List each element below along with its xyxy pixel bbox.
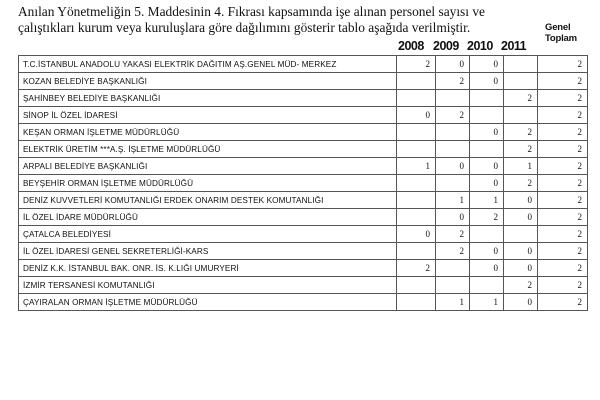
value-2011 [504, 73, 538, 90]
value-total: 2 [538, 192, 588, 209]
value-2011 [504, 56, 538, 73]
value-total: 2 [538, 260, 588, 277]
table-row [19, 90, 588, 107]
value-2010: 0 [470, 73, 504, 90]
value-2011: 2 [504, 277, 538, 294]
value-2008 [397, 175, 436, 192]
value-2009: 1 [436, 294, 470, 311]
value-2009: 0 [436, 209, 470, 226]
table-row [19, 294, 588, 311]
value-2009 [436, 90, 470, 107]
value-total: 2 [538, 158, 588, 175]
table-row [19, 226, 588, 243]
value-2010 [470, 226, 504, 243]
value-2010 [470, 90, 504, 107]
value-2008: 0 [397, 107, 436, 124]
table-row [19, 243, 588, 260]
value-2008: 2 [397, 260, 436, 277]
value-2008 [397, 277, 436, 294]
institution-name: ARPALI BELEDİYE BAŞKANLIĞI [19, 158, 397, 175]
value-2010: 2 [470, 209, 504, 226]
value-2009: 2 [436, 73, 470, 90]
value-2008 [397, 243, 436, 260]
value-2011: 2 [504, 90, 538, 107]
value-2008 [397, 124, 436, 141]
value-2010: 0 [470, 124, 504, 141]
value-2009 [436, 277, 470, 294]
value-2011: 0 [504, 260, 538, 277]
table-row [19, 158, 588, 175]
value-total: 2 [538, 277, 588, 294]
value-2009: 2 [436, 226, 470, 243]
table-row [19, 277, 588, 294]
value-total: 2 [538, 175, 588, 192]
value-2010: 0 [470, 56, 504, 73]
table-row [19, 192, 588, 209]
total-header-line-1: Genel [545, 22, 571, 33]
institution-name: ŞAHİNBEY BELEDİYE BAŞKANLIĞI [19, 90, 397, 107]
institution-name: BEYŞEHİR ORMAN İŞLETME MÜDÜRLÜĞÜ [19, 175, 397, 192]
value-2009 [436, 260, 470, 277]
institution-name: T.C.İSTANBUL ANADOLU YAKASI ELEKTRİK DAĞITIM AŞ.GENEL MÜD- MERKEZ [19, 56, 397, 73]
value-2011: 2 [504, 175, 538, 192]
value-2011: 0 [504, 209, 538, 226]
value-2008 [397, 73, 436, 90]
table-row [19, 124, 588, 141]
value-2008 [397, 90, 436, 107]
value-total: 2 [538, 141, 588, 158]
table-row [19, 56, 588, 73]
value-2009 [436, 141, 470, 158]
value-2010 [470, 277, 504, 294]
value-total: 2 [538, 294, 588, 311]
value-2011: 2 [504, 124, 538, 141]
value-2008 [397, 294, 436, 311]
table-row [19, 209, 588, 226]
personnel-table [18, 55, 588, 311]
value-2010: 1 [470, 294, 504, 311]
table-row [19, 73, 588, 90]
value-2009: 2 [436, 107, 470, 124]
year-header-2010: 2010 [467, 39, 493, 53]
value-2009 [436, 175, 470, 192]
value-2010 [470, 141, 504, 158]
institution-name: İL ÖZEL İDARE MÜDÜRLÜĞÜ [19, 209, 397, 226]
institution-name: SİNOP İL ÖZEL İDARESİ [19, 107, 397, 124]
institution-name: KEŞAN ORMAN İŞLETME MÜDÜRLÜĞÜ [19, 124, 397, 141]
value-2011: 1 [504, 158, 538, 175]
value-2008 [397, 141, 436, 158]
value-2008: 0 [397, 226, 436, 243]
institution-name: ÇATALCA BELEDİYESİ [19, 226, 397, 243]
value-2010: 0 [470, 260, 504, 277]
value-2008 [397, 192, 436, 209]
year-header-2009: 2009 [433, 39, 459, 53]
table-row [19, 107, 588, 124]
table-row [19, 260, 588, 277]
value-2010: 1 [470, 192, 504, 209]
value-2011 [504, 107, 538, 124]
value-2009: 1 [436, 192, 470, 209]
value-2008: 2 [397, 56, 436, 73]
value-total: 2 [538, 209, 588, 226]
value-total: 2 [538, 73, 588, 90]
institution-name: DENİZ K.K. İSTANBUL BAK. ONR. İS. K.LIĞI UMURYERİ [19, 260, 397, 277]
year-header-2011: 2011 [501, 39, 527, 53]
value-total: 2 [538, 90, 588, 107]
table-row [19, 175, 588, 192]
total-column-header [545, 22, 597, 44]
value-2011: 0 [504, 192, 538, 209]
institution-name: DENİZ KUVVETLERİ KOMUTANLIĞI ERDEK ONARIM DESTEK KOMUTANLIĞI [19, 192, 397, 209]
value-2009 [436, 124, 470, 141]
value-2010: 0 [470, 158, 504, 175]
table-row [19, 141, 588, 158]
institution-name: İZMİR TERSANESİ KOMUTANLIĞI [19, 277, 397, 294]
value-2009: 0 [436, 56, 470, 73]
intro-line-2: çalıştıkları kurum veya kuruluşlara göre dağılımını gösterir tablo aşağıda verilmiştir. [18, 20, 471, 35]
value-total: 2 [538, 124, 588, 141]
year-header-2008: 2008 [398, 39, 424, 53]
value-2011: 0 [504, 243, 538, 260]
value-total: 2 [538, 226, 588, 243]
value-2010 [470, 107, 504, 124]
value-total: 2 [538, 107, 588, 124]
intro-text [18, 4, 593, 36]
value-2010: 0 [470, 175, 504, 192]
value-2009: 2 [436, 243, 470, 260]
intro-line-1: Anılan Yönetmeliğin 5. Maddesinin 4. Fıkrası kapsamında işe alınan personel sayısı ve [18, 4, 485, 19]
value-2011 [504, 226, 538, 243]
value-2011: 0 [504, 294, 538, 311]
value-2010: 0 [470, 243, 504, 260]
value-2011: 2 [504, 141, 538, 158]
personnel-table-body [19, 56, 588, 311]
value-2008: 1 [397, 158, 436, 175]
total-header-line-2: Toplam [545, 33, 577, 44]
institution-name: KOZAN BELEDİYE BAŞKANLIĞI [19, 73, 397, 90]
value-total: 2 [538, 56, 588, 73]
institution-name: ÇAYIRALAN ORMAN İŞLETME MÜDÜRLÜĞÜ [19, 294, 397, 311]
value-2009: 0 [436, 158, 470, 175]
institution-name: ELEKTRİK ÜRETİM ***A.Ş. İŞLETME MÜDÜRLÜĞÜ [19, 141, 397, 158]
value-total: 2 [538, 243, 588, 260]
institution-name: İL ÖZEL İDARESİ GENEL SEKRETERLİĞİ-KARS [19, 243, 397, 260]
value-2008 [397, 209, 436, 226]
